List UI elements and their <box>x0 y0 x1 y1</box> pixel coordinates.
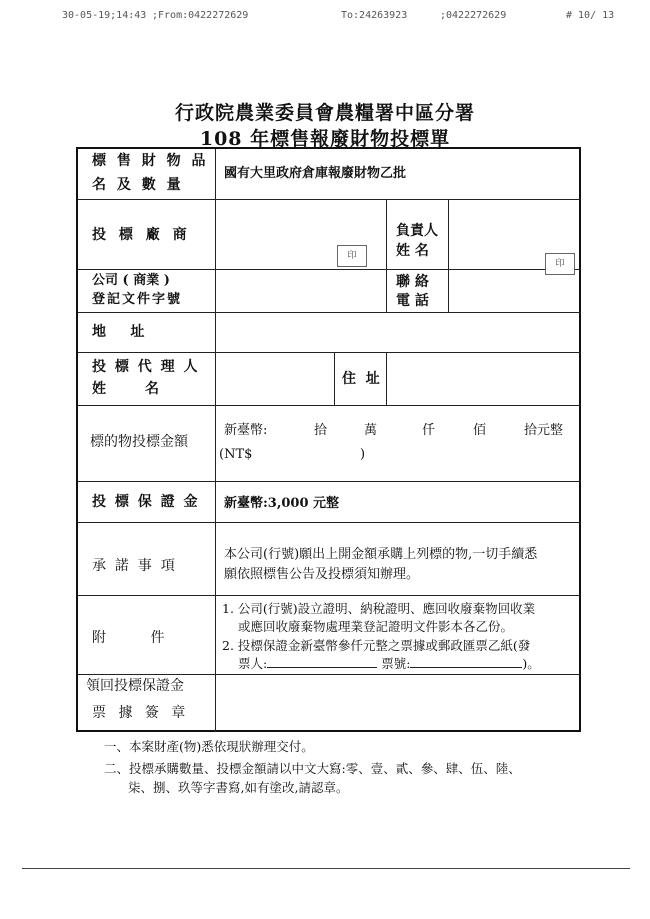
attachment-item-1-cont: 或應回收廢棄物處理業登記證明文件影本各乙份。 <box>238 619 514 634</box>
company-reg-label: 公司 ( 商業 ) <box>92 273 170 288</box>
unit-label: 拾 <box>314 423 328 438</box>
fax-header <box>0 10 650 24</box>
item-value: 國有大里政府倉庫報廢財物乙批 <box>224 166 407 181</box>
row-divider <box>78 269 581 270</box>
attachment-item-1: 1. 公司(行號)設立證明、納稅證明、應回收廢棄物回收業 <box>222 601 536 616</box>
row-divider <box>78 595 581 596</box>
unit-label: 佰 <box>473 423 487 438</box>
attachment-close: )。 <box>522 656 540 671</box>
bid-form-table <box>76 147 581 732</box>
agent-address-label: 住 址 <box>342 371 380 387</box>
company-reg-label-2: 登記文件字號 <box>92 292 183 307</box>
responsible-person-label: 負責人 <box>396 223 438 239</box>
item-label-2: 名 及 數 量 <box>92 177 184 193</box>
deposit-return-signature-field[interactable] <box>218 676 579 730</box>
bid-amount-nt-close: ) <box>360 447 366 462</box>
attachment-item-2: 2. 投標保證金新臺幣參仟元整之票據或郵政匯票乙紙(發 <box>222 638 531 653</box>
drawer-label: 票人: <box>238 656 268 671</box>
column-divider <box>386 352 387 405</box>
fax-to: To:24263923 <box>341 10 408 21</box>
fax-to-number: ;0422272629 <box>440 10 507 21</box>
row-divider <box>78 199 581 200</box>
agent-label: 投 標 代 理 人 <box>92 359 200 375</box>
address-field[interactable] <box>218 314 579 351</box>
document-title-form: 108 年標售報廢財物投標單 <box>199 128 451 150</box>
check-number-field[interactable] <box>410 656 522 668</box>
responsible-person-label-2: 姓 名 <box>396 243 429 259</box>
commitment-label: 承 諾 事 項 <box>92 558 175 574</box>
attachment-item-2-cont <box>238 656 540 671</box>
bid-amount-nt-open: (NT$ <box>219 447 253 462</box>
agent-label-2: 姓 名 <box>92 381 159 397</box>
bidder-seal-box: 印 <box>337 245 367 267</box>
note-2: 二、投標承購數量、投標金額請以中文大寫:零、壹、貳、參、肆、伍、陸、 <box>104 761 521 776</box>
column-divider <box>448 199 449 312</box>
row-divider <box>78 352 581 353</box>
unit-label: 拾元整 <box>524 423 564 438</box>
responsible-seal-box: 印 <box>545 253 575 275</box>
drawer-field[interactable] <box>267 656 377 668</box>
agent-name-field[interactable] <box>218 354 332 404</box>
note-2-cont: 柒、捌、玖等字書寫,如有塗改,請認章。 <box>128 780 349 795</box>
deposit-value: 新臺幣:3,000 元整 <box>224 496 340 511</box>
commitment-text-line2: 願依照標售公告及投標須知辦理。 <box>224 567 420 582</box>
bid-amount-label: 標的物投標金額 <box>90 434 188 450</box>
row-divider <box>78 522 581 523</box>
note-1: 一、本案財產(物)悉依現狀辦理交付。 <box>104 739 314 754</box>
contact-phone-label-2: 電 話 <box>396 293 429 309</box>
company-reg-field[interactable] <box>218 271 384 311</box>
address-label: 地 址 <box>92 324 145 340</box>
deposit-label: 投 標 保 證 金 <box>92 494 200 510</box>
page-bottom-rule <box>22 868 630 869</box>
bid-amount-prefix: 新臺幣: <box>224 423 268 438</box>
deposit-return-label: 領回投標保證金 <box>86 678 184 694</box>
row-divider <box>78 312 581 313</box>
column-divider <box>334 352 335 405</box>
fax-page: # 10/ 13 <box>566 10 615 21</box>
attachments-label: 附 件 <box>92 630 165 646</box>
unit-label: 仟 <box>422 423 436 438</box>
bidder-label: 投 標 廠 商 <box>92 227 191 243</box>
agent-address-field[interactable] <box>389 354 579 404</box>
contact-phone-label: 聯 絡 <box>396 274 429 290</box>
item-label: 標 售 財 物 品 <box>92 153 209 169</box>
fax-from: ;From:0422272629 <box>152 10 249 21</box>
unit-label: 萬 <box>364 423 378 438</box>
bid-amount-field[interactable] <box>218 407 579 479</box>
check-number-label: 票號: <box>381 656 411 671</box>
commitment-text-line1: 本公司(行號)願出上開金額承購上列標的物,一切手續悉 <box>224 547 538 562</box>
contact-phone-field[interactable] <box>451 271 579 311</box>
document-title-agency: 行政院農業委員會農糧署中區分署 <box>174 102 475 124</box>
row-divider <box>78 674 581 675</box>
row-divider <box>78 405 581 406</box>
column-divider <box>215 149 216 732</box>
row-divider <box>78 481 581 482</box>
deposit-return-label-2: 票 據 簽 章 <box>92 705 190 721</box>
fax-datetime: 30-05-19;14:43 <box>62 10 147 21</box>
column-divider <box>386 199 387 312</box>
